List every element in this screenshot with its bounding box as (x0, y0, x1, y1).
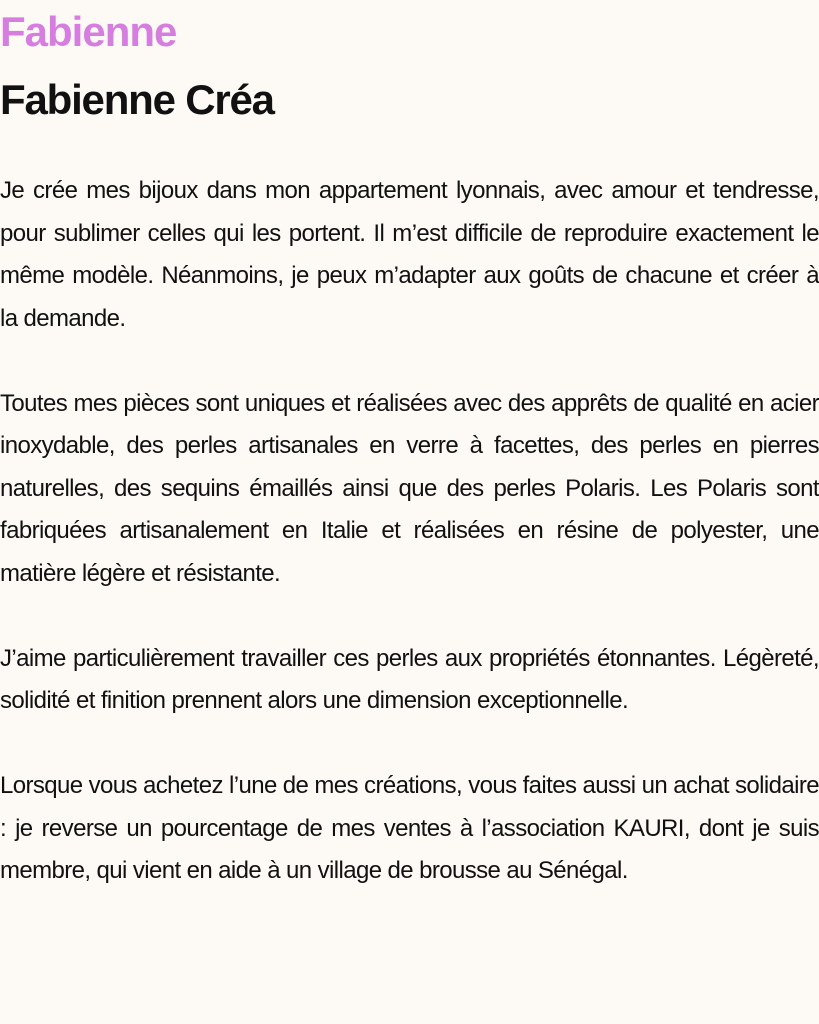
paragraph-intro: Je crée mes bijoux dans mon appartement lyonnais, avec amour et tendresse, pour sublimer celles qui les portent. Il m’est difficile de reproduire exactement le même modèle. Néanmoins, je peux m’adapter aux goûts de chacune et créer à la demande. (0, 177, 819, 332)
page-title: Fabienne Créa (0, 76, 274, 123)
paragraph-solidarity: Lorsque vous achetez l’une de mes créations, vous faites aussi un achat solidaire : je reverse un pourcentage de mes ventes à l’association KAURI, dont je suis membre, qui vient en aide à un village de brousse au Sénégal. (0, 772, 819, 884)
paragraph-materials: Toutes mes pièces sont uniques et réalisées avec des apprêts de qualité en acier inoxydable, des perles artisanales en verre à facettes, des perles en pierres naturelles, des sequins émaillés ainsi que des perles Polaris. Les Polaris sont fabriquées artisanalement en Italie et réalisées en résine de polyester, une matière légère et résistante. (0, 389, 819, 587)
brand-eyebrow: Fabienne (0, 8, 177, 55)
about-content (0, 170, 819, 893)
paragraph-polaris: J’aime particulièrement travailler ces perles aux propriétés étonnantes. Légèreté, solidité et finition prennent alors une dimension exceptionnelle. (0, 644, 819, 714)
